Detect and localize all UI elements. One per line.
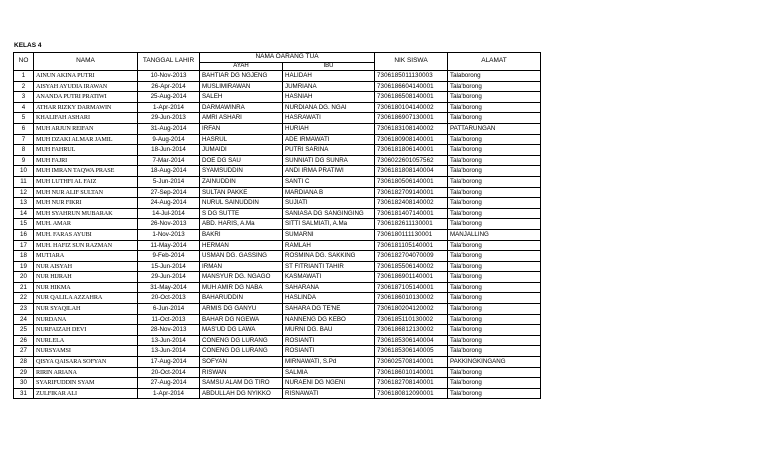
- cell-nik-siswa: 7306186901140001: [375, 272, 448, 283]
- cell-tanggal-lahir: 6-Jun-2014: [138, 304, 200, 315]
- cell-no: 28: [14, 357, 34, 368]
- cell-nik-siswa: 7306180204120002: [375, 304, 448, 315]
- cell-nama: KHALIFAH ASHARI: [34, 113, 138, 124]
- table-row: [14, 388, 541, 399]
- cell-ibu: SANTI C: [283, 176, 375, 187]
- cell-nama: MUH SYAHRUN MUBARAK: [34, 208, 138, 219]
- cell-tanggal-lahir: 1-Nov-2013: [138, 229, 200, 240]
- header-nama: NAMA: [34, 53, 138, 71]
- cell-ayah: SULTAN PAKKE: [200, 187, 283, 198]
- cell-ibu: ROSIANTI: [283, 335, 375, 346]
- cell-nik-siswa: 7306022601057562: [375, 155, 448, 166]
- cell-nama: QISYA QAISARA SOFYAN: [34, 357, 138, 368]
- cell-ayah: ABDULLAH DG NYIKKO: [200, 388, 283, 399]
- cell-nama: NURFAIZAH DEVI: [34, 325, 138, 336]
- cell-nik-siswa: 7306186812130002: [375, 325, 448, 336]
- cell-no: 15: [14, 219, 34, 230]
- cell-ibu: MARDIANA B: [283, 187, 375, 198]
- header-ibu: IBU: [283, 62, 375, 71]
- cell-nik-siswa: 7306180908140001: [375, 134, 448, 145]
- cell-tanggal-lahir: 17-Aug-2014: [138, 357, 200, 368]
- table-row: [14, 166, 541, 177]
- table-row: [14, 134, 541, 145]
- cell-nik-siswa: 7306186508140001: [375, 92, 448, 103]
- cell-ayah: SALEH: [200, 92, 283, 103]
- cell-ibu: ROSIANTI: [283, 346, 375, 357]
- cell-ibu: SUNNIATI DG SUNRA: [283, 155, 375, 166]
- cell-ibu: JUMRIANA: [283, 81, 375, 92]
- cell-no: 23: [14, 304, 34, 315]
- table-row: [14, 219, 541, 230]
- cell-ayah: RISWAN: [200, 367, 283, 378]
- cell-tanggal-lahir: 31-May-2014: [138, 282, 200, 293]
- cell-alamat: Tala'borong: [448, 102, 541, 113]
- cell-no: 16: [14, 229, 34, 240]
- cell-nama: AINUN AKINA PUTRI: [34, 71, 138, 82]
- cell-ibu: ROSMINA DG. SAKKING: [283, 251, 375, 262]
- cell-tanggal-lahir: 9-Feb-2014: [138, 251, 200, 262]
- cell-nama: NUR QALILA AZZAHRA: [34, 293, 138, 304]
- cell-ibu: HURIAH: [283, 123, 375, 134]
- cell-no: 1: [14, 71, 34, 82]
- header-tanggal-lahir: TANGGAL LAHIR: [138, 53, 200, 71]
- cell-nik-siswa: 7306182704070009: [375, 251, 448, 262]
- cell-nama: NUR HIJRAH: [34, 272, 138, 283]
- cell-alamat: Tala'borong: [448, 304, 541, 315]
- cell-no: 8: [14, 145, 34, 156]
- cell-ayah: BAHAR DG NGEWA: [200, 314, 283, 325]
- cell-ayah: IRMAN: [200, 261, 283, 272]
- cell-nik-siswa: 7306181808140004: [375, 166, 448, 177]
- cell-tanggal-lahir: 11-May-2014: [138, 240, 200, 251]
- cell-nik-siswa: 7306180104140002: [375, 102, 448, 113]
- table-row: [14, 251, 541, 262]
- header-alamat: ALAMAT: [448, 53, 541, 71]
- cell-alamat: Tala'borong: [448, 155, 541, 166]
- cell-nama: AISYAH AYUDIA IRAWAN: [34, 81, 138, 92]
- cell-ayah: SOFYAN: [200, 357, 283, 368]
- cell-tanggal-lahir: 18-Aug-2014: [138, 166, 200, 177]
- table-row: [14, 314, 541, 325]
- cell-tanggal-lahir: 29-Jun-2013: [138, 113, 200, 124]
- cell-ibu: RAMLAH: [283, 240, 375, 251]
- cell-nama: MUH IMRAN TAQWA PRASE: [34, 166, 138, 177]
- header-ayah: AYAH: [200, 62, 283, 71]
- cell-tanggal-lahir: 13-Jun-2014: [138, 335, 200, 346]
- table-row: [14, 272, 541, 283]
- cell-nik-siswa: 7306181806140001: [375, 145, 448, 156]
- cell-nama: MUH ARJUN REIFAN: [34, 123, 138, 134]
- cell-ibu: HASLINDA: [283, 293, 375, 304]
- cell-ibu: PUTRI SARINA: [283, 145, 375, 156]
- cell-nik-siswa: 7306182611130001: [375, 219, 448, 230]
- cell-nama: MUH FAHRUL: [34, 145, 138, 156]
- cell-ayah: DOE DG SAU: [200, 155, 283, 166]
- sheet-title: KELAS 4: [14, 42, 42, 49]
- cell-ayah: USMAN DG. GASSING: [200, 251, 283, 262]
- cell-tanggal-lahir: 7-Mar-2014: [138, 155, 200, 166]
- cell-nama: ATHAR RIZKY DARMAWIN: [34, 102, 138, 113]
- cell-ibu: ST FITRIANTI TAHIR: [283, 261, 375, 272]
- table-row: [14, 282, 541, 293]
- cell-ibu: MIRNAWATI, S.Pd: [283, 357, 375, 368]
- cell-no: 10: [14, 166, 34, 177]
- cell-alamat: Tala'borong: [448, 325, 541, 336]
- cell-nik-siswa: 7306180111130001: [375, 229, 448, 240]
- cell-nik-siswa: 7306186907130001: [375, 113, 448, 124]
- cell-alamat: Tala'borong: [448, 282, 541, 293]
- cell-tanggal-lahir: 29-Jun-2014: [138, 272, 200, 283]
- cell-ibu: NURDIANA DG. NGAI: [283, 102, 375, 113]
- cell-nik-siswa: 7306185306140004: [375, 335, 448, 346]
- cell-no: 11: [14, 176, 34, 187]
- cell-nama: MUH. HAFIZ SUN RAZMAN: [34, 240, 138, 251]
- cell-ibu: SAHARA DG TE'NE: [283, 304, 375, 315]
- table-row: [14, 240, 541, 251]
- cell-no: 4: [14, 102, 34, 113]
- cell-ayah: ABD. HARIS, A.Ma: [200, 219, 283, 230]
- cell-alamat: Tala'borong: [448, 388, 541, 399]
- cell-no: 26: [14, 335, 34, 346]
- cell-ibu: SUMARNI: [283, 229, 375, 240]
- cell-nama: MUH. AMAR: [34, 219, 138, 230]
- cell-tanggal-lahir: 28-Nov-2013: [138, 325, 200, 336]
- cell-alamat: Tala'borong: [448, 198, 541, 209]
- student-table: [13, 52, 541, 399]
- cell-nik-siswa: 7306180506140001: [375, 176, 448, 187]
- cell-alamat: Tala'borong: [448, 187, 541, 198]
- cell-nama: NUR AISYAH: [34, 261, 138, 272]
- table-row: [14, 198, 541, 209]
- cell-no: 22: [14, 293, 34, 304]
- cell-tanggal-lahir: 31-Aug-2014: [138, 123, 200, 134]
- cell-ayah: S DG SUTTE: [200, 208, 283, 219]
- cell-nik-siswa: 7306187105140001: [375, 282, 448, 293]
- header-no: NO: [14, 53, 34, 71]
- cell-nik-siswa: 7306180812090001: [375, 388, 448, 399]
- cell-nik-siswa: 7306182708140001: [375, 378, 448, 389]
- cell-ibu: SANIASA DG SANGINGING: [283, 208, 375, 219]
- cell-nama: NURSYAMSI: [34, 346, 138, 357]
- table-row: [14, 92, 541, 103]
- cell-ayah: ARMIS DG GANYU: [200, 304, 283, 315]
- table-row: [14, 346, 541, 357]
- cell-tanggal-lahir: 1-Apr-2014: [138, 388, 200, 399]
- cell-ibu: ANDI IRMA PRATIWI: [283, 166, 375, 177]
- table-row: [14, 208, 541, 219]
- cell-alamat: Tala'borong: [448, 176, 541, 187]
- table-row: [14, 187, 541, 198]
- cell-ayah: SYAMSUDDIN: [200, 166, 283, 177]
- cell-nama: RIRIN ARIANA: [34, 367, 138, 378]
- cell-ayah: AMRI ASHARI: [200, 113, 283, 124]
- table-row: [14, 335, 541, 346]
- cell-no: 20: [14, 272, 34, 283]
- cell-no: 29: [14, 367, 34, 378]
- cell-alamat: Tala'borong: [448, 145, 541, 156]
- cell-ayah: HASRUL: [200, 134, 283, 145]
- cell-nama: MUH. FARAS AYUBI: [34, 229, 138, 240]
- cell-nama: MUH NUR FIKRI: [34, 198, 138, 209]
- cell-ayah: CONENG DG LURANG: [200, 346, 283, 357]
- table-row: [14, 176, 541, 187]
- cell-ayah: BAHARUDDIN: [200, 293, 283, 304]
- cell-nik-siswa: 7306182709140001: [375, 187, 448, 198]
- cell-ayah: HERMAN: [200, 240, 283, 251]
- cell-no: 18: [14, 251, 34, 262]
- table-body: [14, 71, 541, 399]
- cell-no: 14: [14, 208, 34, 219]
- cell-ayah: ZAINUDDIN: [200, 176, 283, 187]
- table-row: [14, 357, 541, 368]
- cell-ibu: SITTI SALMIATI, A.Ma: [283, 219, 375, 230]
- cell-ibu: SUJIATI: [283, 198, 375, 209]
- cell-alamat: Tala'borong: [448, 378, 541, 389]
- table-row: [14, 102, 541, 113]
- cell-nik-siswa: 7306025708140001: [375, 357, 448, 368]
- cell-nama: MUH FAJRI: [34, 155, 138, 166]
- cell-tanggal-lahir: 25-Aug-2014: [138, 92, 200, 103]
- table-row: [14, 155, 541, 166]
- cell-tanggal-lahir: 26-Apr-2014: [138, 81, 200, 92]
- cell-alamat: Tala'borong: [448, 251, 541, 262]
- cell-no: 27: [14, 346, 34, 357]
- cell-tanggal-lahir: 5-Jun-2014: [138, 176, 200, 187]
- cell-ibu: KASMAWATI: [283, 272, 375, 283]
- cell-ibu: RISNAWATI: [283, 388, 375, 399]
- cell-ibu: HASRAWATI: [283, 113, 375, 124]
- cell-alamat: Tala'borong: [448, 314, 541, 325]
- table-row: [14, 367, 541, 378]
- cell-tanggal-lahir: 20-Oct-2014: [138, 367, 200, 378]
- cell-ibu: NURAENI DG NGENI: [283, 378, 375, 389]
- cell-ayah: IRFAN: [200, 123, 283, 134]
- cell-nik-siswa: 7306182408140002: [375, 198, 448, 209]
- table-row: [14, 304, 541, 315]
- cell-ayah: MAS'UD DG LAWA: [200, 325, 283, 336]
- cell-no: 9: [14, 155, 34, 166]
- table-row: [14, 145, 541, 156]
- cell-nama: MUH NUR ALIF SULTAN: [34, 187, 138, 198]
- cell-ayah: BAHTIAR DG NGJENG: [200, 71, 283, 82]
- cell-nik-siswa: 7306181407140001: [375, 208, 448, 219]
- cell-nama: NURLELA: [34, 335, 138, 346]
- cell-nik-siswa: 7306186010140001: [375, 367, 448, 378]
- cell-alamat: Tala'borong: [448, 134, 541, 145]
- table-row: [14, 261, 541, 272]
- cell-alamat: PAKKINGKINGANG: [448, 357, 541, 368]
- cell-no: 19: [14, 261, 34, 272]
- table-row: [14, 325, 541, 336]
- cell-tanggal-lahir: 20-Oct-2013: [138, 293, 200, 304]
- cell-no: 2: [14, 81, 34, 92]
- cell-nik-siswa: 7306185110130002: [375, 314, 448, 325]
- table-row: [14, 293, 541, 304]
- cell-nik-siswa: 7306185306140005: [375, 346, 448, 357]
- cell-ibu: HALIDAH: [283, 71, 375, 82]
- cell-no: 21: [14, 282, 34, 293]
- cell-alamat: Tala'borong: [448, 335, 541, 346]
- cell-nama: NUR HIKMA: [34, 282, 138, 293]
- cell-no: 7: [14, 134, 34, 145]
- cell-ayah: BAKRI: [200, 229, 283, 240]
- cell-ayah: SAMSU ALAM DG TIRO: [200, 378, 283, 389]
- cell-nik-siswa: 7306181105140001: [375, 240, 448, 251]
- cell-alamat: Tala'borong: [448, 261, 541, 272]
- cell-alamat: Tala'borong: [448, 208, 541, 219]
- cell-alamat: Tala'borong: [448, 113, 541, 124]
- cell-nama: SYARIFUDDIN SYAM: [34, 378, 138, 389]
- cell-nama: ANANDA PUTRI PRATIWI: [34, 92, 138, 103]
- cell-alamat: Tala'borong: [448, 92, 541, 103]
- cell-tanggal-lahir: 27-Aug-2014: [138, 378, 200, 389]
- cell-nik-siswa: 7306185011130003: [375, 71, 448, 82]
- cell-nama: NURDANA: [34, 314, 138, 325]
- cell-no: 12: [14, 187, 34, 198]
- cell-ibu: SALMIA: [283, 367, 375, 378]
- cell-alamat: Tala'borong: [448, 293, 541, 304]
- cell-no: 13: [14, 198, 34, 209]
- table-row: [14, 113, 541, 124]
- cell-tanggal-lahir: 24-Aug-2014: [138, 198, 200, 209]
- cell-nama: MUH LUTHFI AL FAIZ: [34, 176, 138, 187]
- cell-ibu: HASNIAH: [283, 92, 375, 103]
- cell-ibu: SAHARANA: [283, 282, 375, 293]
- cell-nik-siswa: 7306186604140001: [375, 81, 448, 92]
- cell-no: 5: [14, 113, 34, 124]
- cell-nama: ZULFIKAR ALI: [34, 388, 138, 399]
- cell-tanggal-lahir: 15-Jun-2014: [138, 261, 200, 272]
- cell-nama: NUR SYAQILAH: [34, 304, 138, 315]
- header-nik-siswa: NIK SISWA: [375, 53, 448, 71]
- cell-ayah: CONENG DG LURANG: [200, 335, 283, 346]
- cell-nama: MUH DZAKI ALMAR JAMIL: [34, 134, 138, 145]
- cell-alamat: Tala'borong: [448, 346, 541, 357]
- cell-ayah: DARMAWINRA: [200, 102, 283, 113]
- cell-tanggal-lahir: 14-Jul-2014: [138, 208, 200, 219]
- table-row: [14, 123, 541, 134]
- cell-tanggal-lahir: 1-Apr-2014: [138, 102, 200, 113]
- cell-ayah: JUMAIDI: [200, 145, 283, 156]
- cell-tanggal-lahir: 26-Nov-2013: [138, 219, 200, 230]
- cell-ibu: MURNI DG. BAU: [283, 325, 375, 336]
- cell-alamat: PATTARUNGAN: [448, 123, 541, 134]
- cell-ibu: ADE IRMAWATI: [283, 134, 375, 145]
- cell-ayah: MUH AMIR DG NABA: [200, 282, 283, 293]
- cell-alamat: Tala'borong: [448, 272, 541, 283]
- table-row: [14, 81, 541, 92]
- cell-ayah: MANSYUR DG. NGAGO: [200, 272, 283, 283]
- cell-ibu: NANNENG DG KEBO: [283, 314, 375, 325]
- cell-tanggal-lahir: 11-Oct-2013: [138, 314, 200, 325]
- cell-nik-siswa: 7306186010130002: [375, 293, 448, 304]
- cell-no: 3: [14, 92, 34, 103]
- cell-tanggal-lahir: 9-Aug-2014: [138, 134, 200, 145]
- cell-alamat: MANJALLING: [448, 229, 541, 240]
- table-row: [14, 378, 541, 389]
- cell-nama: MUTIARA: [34, 251, 138, 262]
- cell-ayah: MUSLIMIRAWAN: [200, 81, 283, 92]
- cell-tanggal-lahir: 10-Nov-2013: [138, 71, 200, 82]
- cell-alamat: Tala'borong: [448, 166, 541, 177]
- cell-alamat: Tala'borong: [448, 367, 541, 378]
- cell-alamat: Tala'borong: [448, 81, 541, 92]
- cell-no: 31: [14, 388, 34, 399]
- cell-tanggal-lahir: 27-Sep-2014: [138, 187, 200, 198]
- cell-no: 6: [14, 123, 34, 134]
- cell-tanggal-lahir: 18-Jun-2014: [138, 145, 200, 156]
- cell-ayah: NURUL SAINUDDIN: [200, 198, 283, 209]
- cell-no: 25: [14, 325, 34, 336]
- cell-no: 30: [14, 378, 34, 389]
- cell-alamat: Talaborong: [448, 71, 541, 82]
- cell-nik-siswa: 7306185506140002: [375, 261, 448, 272]
- table-header: [14, 53, 541, 71]
- header-nama-orang-tua: NAMA OARANG TUA: [200, 53, 375, 63]
- cell-nik-siswa: 7306183108140002: [375, 123, 448, 134]
- cell-alamat: Tala'borong: [448, 219, 541, 230]
- cell-no: 24: [14, 314, 34, 325]
- table-row: [14, 71, 541, 82]
- cell-alamat: Tala'borong: [448, 240, 541, 251]
- cell-tanggal-lahir: 13-Jun-2014: [138, 346, 200, 357]
- table-row: [14, 229, 541, 240]
- cell-no: 17: [14, 240, 34, 251]
